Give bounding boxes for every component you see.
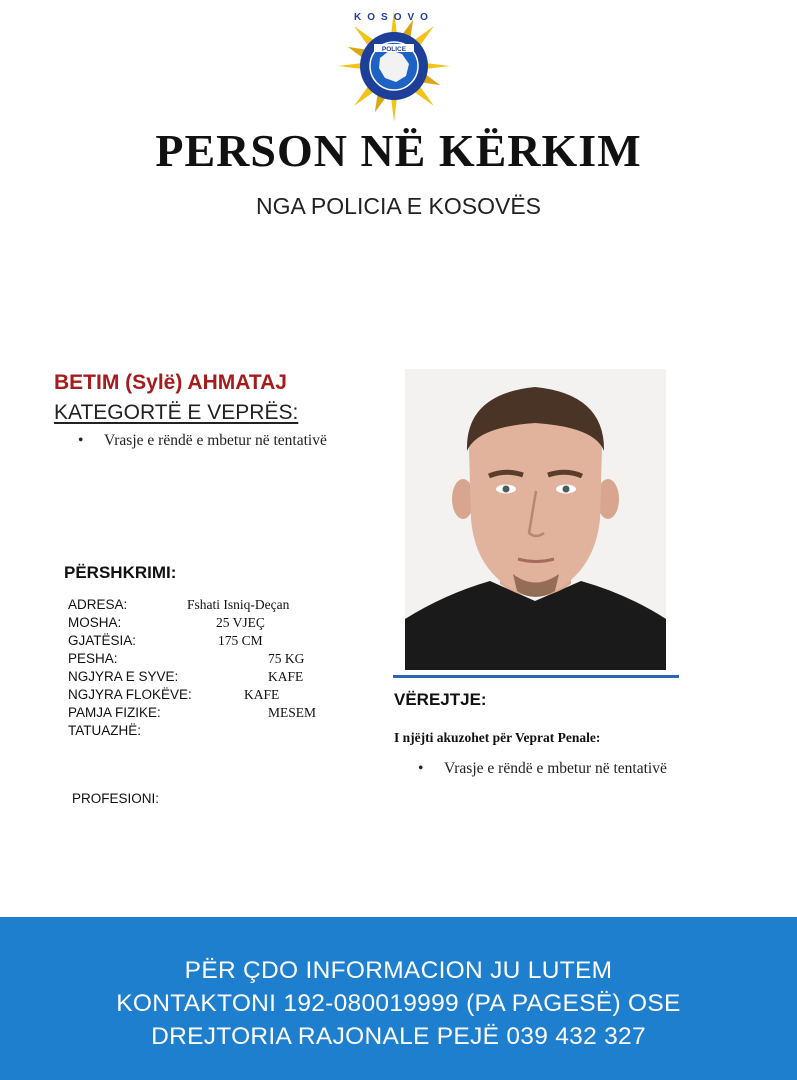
field-label-tattoo: TATUAZHË:: [68, 723, 141, 738]
field-label-eye-color: NGJYRA E SYVE:: [68, 669, 179, 684]
field-value-eye-color: KAFE: [268, 669, 304, 684]
person-name: BETIM (Sylë) AHMATAJ: [54, 371, 287, 394]
bullet-icon: •: [78, 432, 84, 449]
svg-text:KOSOVO: KOSOVO: [354, 12, 434, 23]
field-label-hair-color: NGJYRA FLOKËVE:: [68, 687, 192, 702]
field-value-age: 25 VJEÇ: [216, 615, 265, 630]
profession-label: PROFESIONI:: [72, 791, 160, 806]
field-value-address: Fshati Isniq-Deçan: [187, 597, 290, 612]
field-value-build: MESEM: [268, 705, 317, 720]
footer-line-2: KONTAKTONI 192-080019999 (PA PAGESË) OSE: [116, 990, 681, 1017]
field-label-address: ADRESA:: [68, 597, 128, 612]
kosovo-police-logo: [336, 8, 452, 124]
accused-text: I njëjti akuzohet për Veprat Penale:: [394, 730, 601, 745]
suspect-photo: [405, 369, 666, 670]
remarks-item-text: Vrasje e rëndë e mbetur në tentativë: [444, 760, 667, 777]
description-heading: PËRSHKRIMI:: [64, 563, 177, 582]
svg-text:POLICE: POLICE: [381, 46, 407, 53]
crime-category-item: [78, 431, 338, 451]
page-subtitle: NGA POLICIA E KOSOVËS: [255, 193, 542, 219]
crime-category-text: Vrasje e rëndë e mbetur në tentativë: [104, 432, 327, 449]
contact-footer: [0, 917, 797, 1080]
crime-category-heading: KATEGORTË E VEPRËS:: [54, 401, 299, 424]
photo-divider: [393, 675, 679, 678]
field-value-weight: 75 KG: [268, 651, 305, 666]
field-value-hair-color: KAFE: [244, 687, 280, 702]
field-label-build: PAMJA FIZIKE:: [68, 705, 161, 720]
page-title: PERSON NË KËRKIM: [155, 125, 642, 176]
footer-line-3: DREJTORIA RAJONALE PEJË 039 432 327: [151, 1023, 646, 1050]
remarks-heading: VËREJTJE:: [394, 690, 487, 709]
remarks-item: [418, 759, 678, 779]
bullet-icon: •: [418, 760, 424, 777]
field-value-height: 175 CM: [218, 633, 263, 648]
field-label-weight: PESHA:: [68, 651, 118, 666]
footer-line-1: PËR ÇDO INFORMACION JU LUTEM: [184, 957, 613, 984]
field-label-age: MOSHA:: [68, 615, 122, 630]
field-label-height: GJATËSIA:: [68, 633, 137, 648]
